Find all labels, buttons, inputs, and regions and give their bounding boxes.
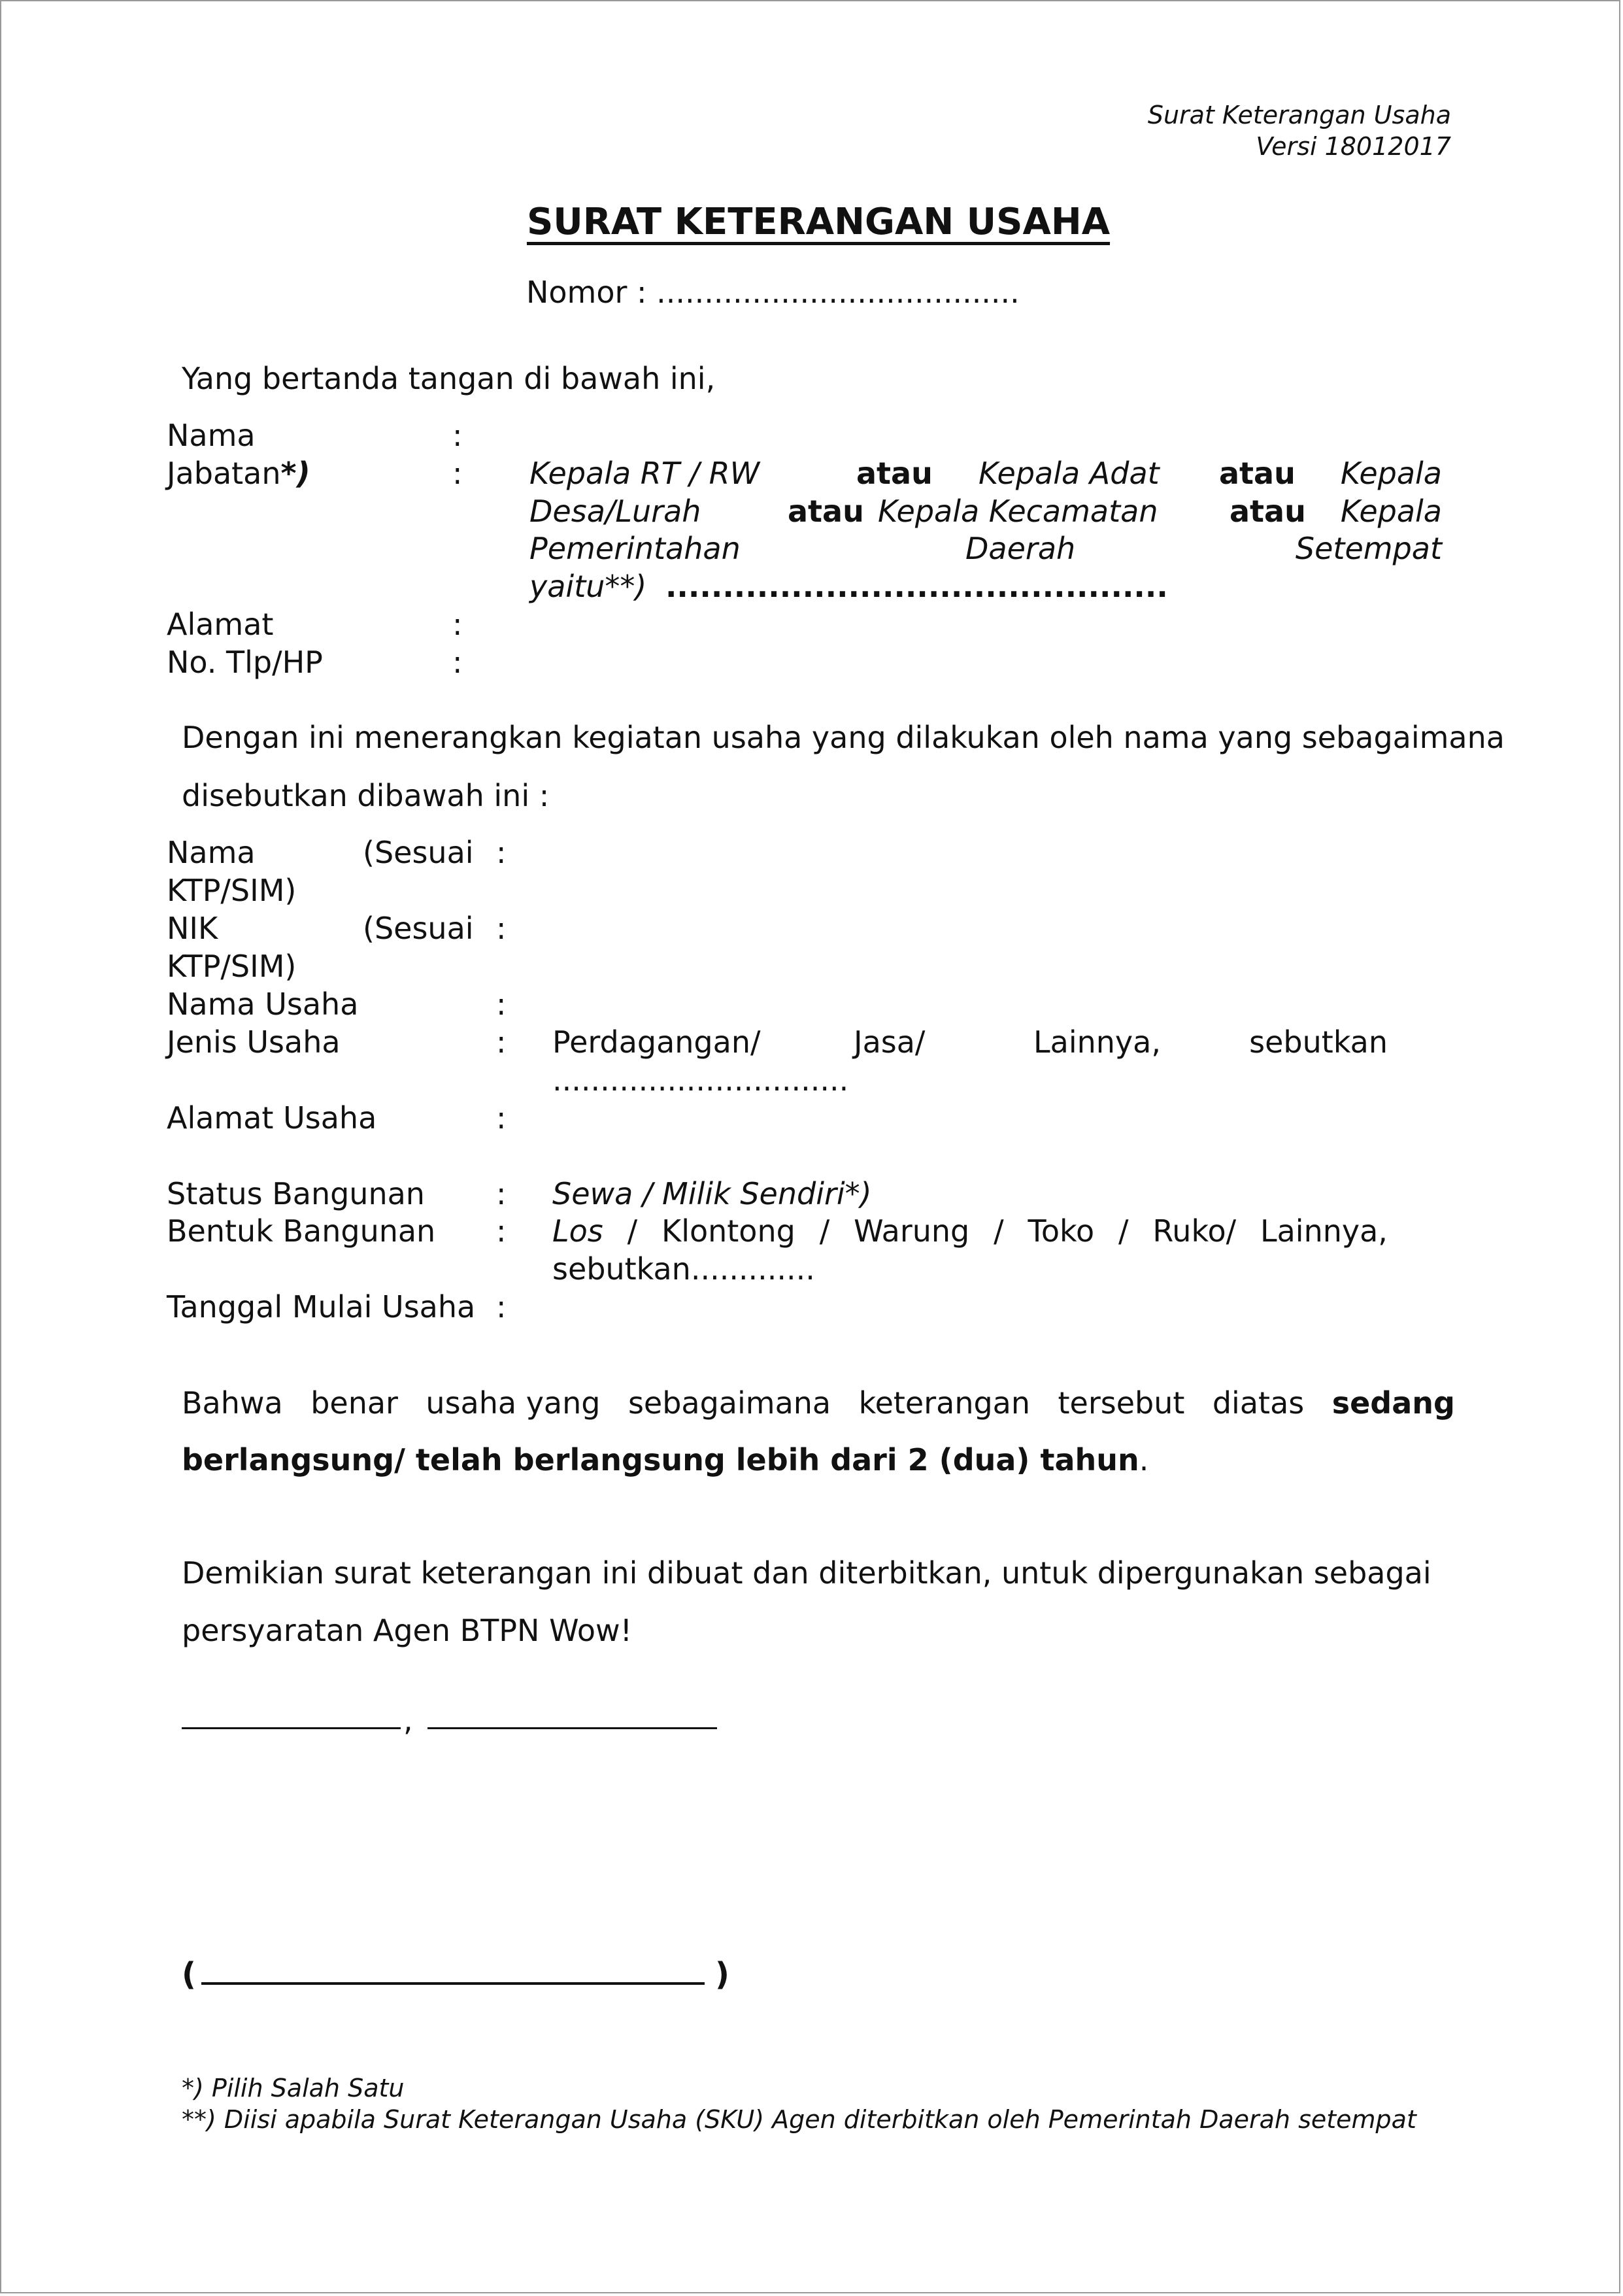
colon: :: [496, 987, 507, 1022]
signature-line: [201, 1982, 705, 1985]
signer-alamat-label: Alamat: [167, 607, 274, 642]
bentuk-options: Los / Klontong / Warung / Toko / Ruko/ Lainnya,: [552, 1213, 1388, 1249]
statement-text-2: disebutkan dibawah ini :: [182, 778, 550, 813]
signer-tlp-label: No. Tlp/HP: [167, 645, 323, 680]
business-nama-label-c: KTP/SIM): [167, 873, 297, 908]
document-page: Surat Keterangan Usaha Versi 18012017 SURAT KETERANGAN USAHA Nomor : ...................................... Yang bertanda tangan di bawah ini, Nama : Jabatan*) : Kepala RT / RW atau Kepala Adat atau Kepala Desa/Lurah atau Kepala Kecamatan atau Kepala Pemerintahan Daerah Setempat yaitu**) ............................................ Alamat : No. Tlp/HP : Dengan ini menerangkan kegiatan usaha yang dilakukan oleh nama yang sebagaimana disebutkan dibawah ini : Nama (Sesuai : KTP/SIM) NIK (Sesuai : KTP/SIM) Nama Usaha : Jenis Usaha : Perdagangan/ Jasa/ Lainnya, sebutkan ............................... Alamat Usaha : Status Bangunan : Sewa / Milik Sendiri*) Bentuk Bangunan : Los / Klontong / Warung / Toko / Ruko/ Lainnya, sebutkan............. Tanggal Mulai Usaha : Bahwa benar usaha yang sebagaimana keterangan tersebut diatas sedang berlangsung/ telah berlangsung lebih dari 2 (dua) tahun. Demikian surat keterangan ini dibuat dan diterbitkan, untuk dipergunakan sebagai persyaratan Agen BTPN Wow! , ( ) *) Pilih Salah Satu **) Diisi apabila Surat Keterangan Usaha (SKU) Agen diterbitkan oleh Pemerintah Daerah setempat: [0, 0, 1620, 2293]
statement-text-1: Dengan ini menerangkan kegiatan usaha yang dilakukan oleh nama yang sebagaimana: [182, 720, 1505, 755]
footnote-2: **) Diisi apabila Surat Keterangan Usaha (SKU) Agen diterbitkan oleh Pemerintah Daerah setempat: [182, 2105, 1416, 2134]
colon: :: [496, 835, 507, 870]
signature-close-paren: ): [715, 1956, 729, 1993]
colon: :: [452, 645, 463, 680]
status-value: Sewa / Milik Sendiri*): [552, 1176, 872, 1211]
signer-nama-label: Nama: [167, 418, 256, 453]
business-status-label: Status Bangunan: [167, 1176, 425, 1211]
business-nik-label-c: KTP/SIM): [167, 949, 297, 984]
doc-type-label: Surat Keterangan Usaha: [1147, 101, 1451, 129]
colon: :: [452, 456, 463, 491]
footnote-1: *) Pilih Salah Satu: [182, 2074, 405, 2102]
bentuk-dots: sebutkan.............: [552, 1251, 815, 1287]
nomor-line: Nomor : ......................................: [526, 275, 1020, 310]
jabatan-line-4: yaitu**) ............................................: [529, 569, 1168, 604]
closing-line-2: persyaratan Agen BTPN Wow!: [182, 1613, 633, 1648]
colon: :: [496, 1213, 507, 1249]
colon: :: [496, 911, 507, 946]
colon: :: [496, 1289, 507, 1325]
business-nik-label: NIK: [167, 911, 218, 946]
confirmation-line-1: Bahwa benar usaha yang sebagaimana keterangan tersebut diatas sedang: [182, 1385, 1455, 1421]
comma: ,: [403, 1702, 413, 1738]
intro-text: Yang bertanda tangan di bawah ini,: [182, 361, 716, 396]
business-tanggal-label: Tanggal Mulai Usaha: [167, 1289, 476, 1325]
jenis-dots: ...............................: [552, 1062, 849, 1098]
place-line: [182, 1727, 401, 1729]
business-jenis-label: Jenis Usaha: [167, 1024, 341, 1060]
business-nama-usaha-label: Nama Usaha: [167, 987, 359, 1022]
business-bentuk-label: Bentuk Bangunan: [167, 1213, 436, 1249]
page-title: SURAT KETERANGAN USAHA: [526, 201, 1111, 243]
business-nama-label-b: (Sesuai: [363, 835, 474, 870]
version-label: Versi 18012017: [1256, 132, 1451, 161]
colon: :: [452, 607, 463, 642]
closing-line-1: Demikian surat keterangan ini dibuat dan diterbitkan, untuk dipergunakan sebagai: [182, 1555, 1431, 1591]
business-alamat-label: Alamat Usaha: [167, 1100, 377, 1136]
business-nik-label-b: (Sesuai: [363, 911, 474, 946]
business-nama-label: Nama: [167, 835, 256, 870]
signer-jabatan-label: Jabatan*): [167, 456, 310, 491]
colon: :: [496, 1024, 507, 1060]
signature-open-paren: (: [182, 1956, 196, 1993]
colon: :: [496, 1176, 507, 1211]
colon: :: [452, 418, 463, 453]
date-line: [427, 1727, 717, 1729]
colon: :: [496, 1100, 507, 1136]
confirmation-line-2: berlangsung/ telah berlangsung lebih dari 2 (dua) tahun.: [182, 1442, 1149, 1477]
